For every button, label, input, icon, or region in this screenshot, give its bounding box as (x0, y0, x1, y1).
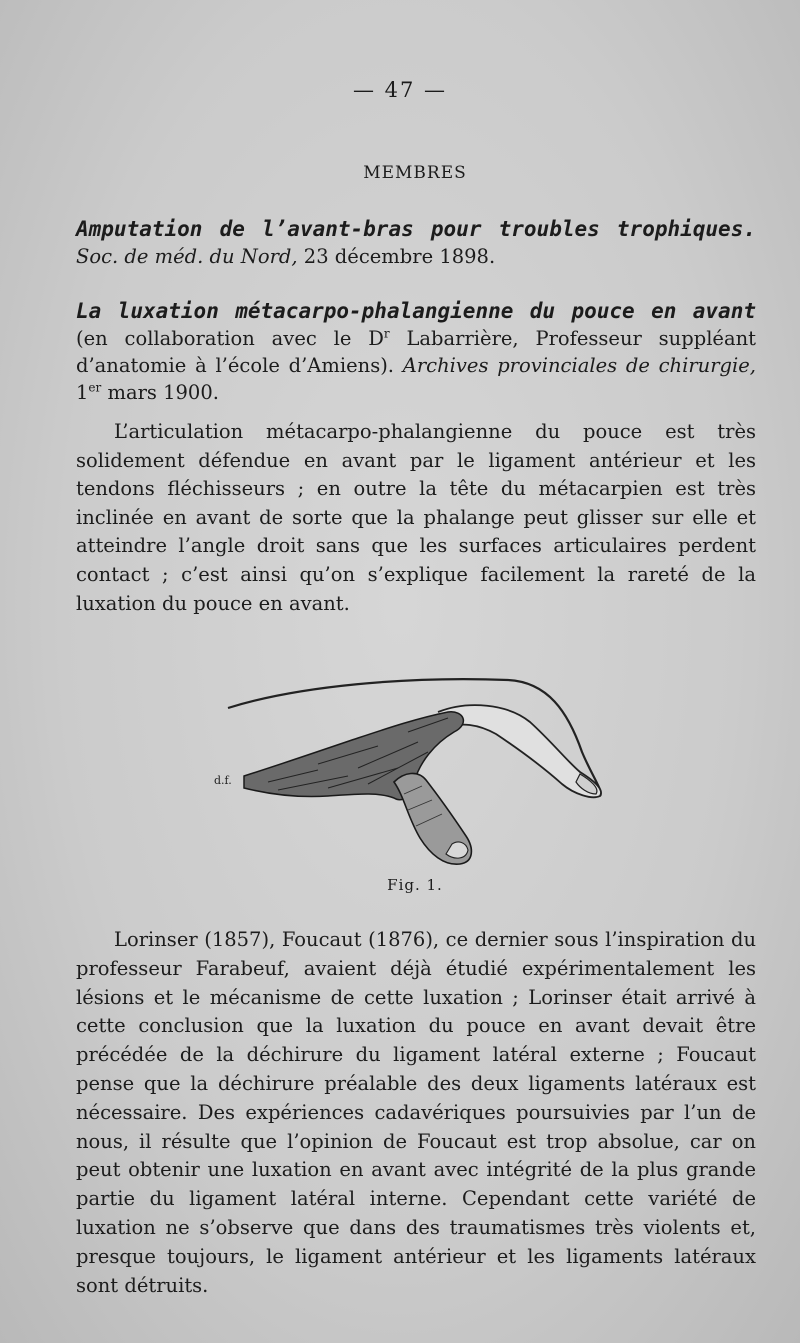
thumb-dislocation-figure (208, 672, 618, 872)
entry-title: La luxation métacarpo-phalangienne du pouce en avant (76, 299, 756, 323)
entry-date-rest: mars 1900. (101, 381, 219, 404)
entry-title: Amputation de l’avant-bras pour troubles trophiques. (76, 217, 756, 241)
entry-journal: Archives provinciales de chirurgie, (402, 354, 757, 377)
body-paragraph-2: Lorinser (1857), Foucaut (1876), ce dernier sous l’inspiration du professeur Farabeuf, avaient déjà étudié expérimentalement les lésions et le mécanisme de cette luxation ; Lorinser était arrivé à cette conclusion que la luxation du pouce en avant devait être précédée de la déchirure du ligament latéral externe ; Foucaut pense que la déchirure préalable des deux ligaments latéraux est nécessaire. Des expériences cadavériques poursuivies par l’un de nous, il résulte que l’opinion de Foucaut est trop absolue, car on peut obtenir une luxation en avant avec intégrité de la plus grande partie du ligament latéral interne. Cependant cette variété de luxation ne s’observe que dans des traumatismes très violents et, presque toujours, le ligament antérieur et les ligaments latéraux sont détruits. (76, 928, 756, 1297)
section-heading: MEMBRES (363, 163, 467, 183)
entry-date-sup: er (88, 380, 102, 395)
bibliography-entry-2 (76, 298, 756, 406)
entry-date-day: 1 (76, 381, 89, 404)
figure-caption: Fig. 1. (387, 876, 443, 894)
entry-details-rest: Labarrière, Professeur suppléant d’anatomie à l’école d’Amiens). (76, 327, 756, 377)
entry-details: (en collaboration avec le D (76, 327, 384, 350)
entry-journal: Soc. de méd. du Nord, (76, 245, 298, 268)
page-number: — 47 — (352, 78, 448, 102)
body-paragraph-1: L’articulation métacarpo-phalangienne du pouce est très solidement défendue en avant par le ligament antérieur et les tendons fléchisseurs ; en outre la tête du métacarpien est très inclinée en avant de sorte que la phalange peut glisser sur elle et atteindre l’angle droit sans que les surfaces articulaires perdent contact ; c’est ainsi qu’on s’explique facilement la rareté de la luxation du pouce en avant. (76, 420, 756, 615)
bibliography-entry-1 (76, 216, 756, 270)
entry-date: 23 décembre 1898. (303, 245, 496, 268)
engraver-signature: d.f. (214, 774, 232, 787)
entry-details-sup: r (383, 326, 390, 341)
